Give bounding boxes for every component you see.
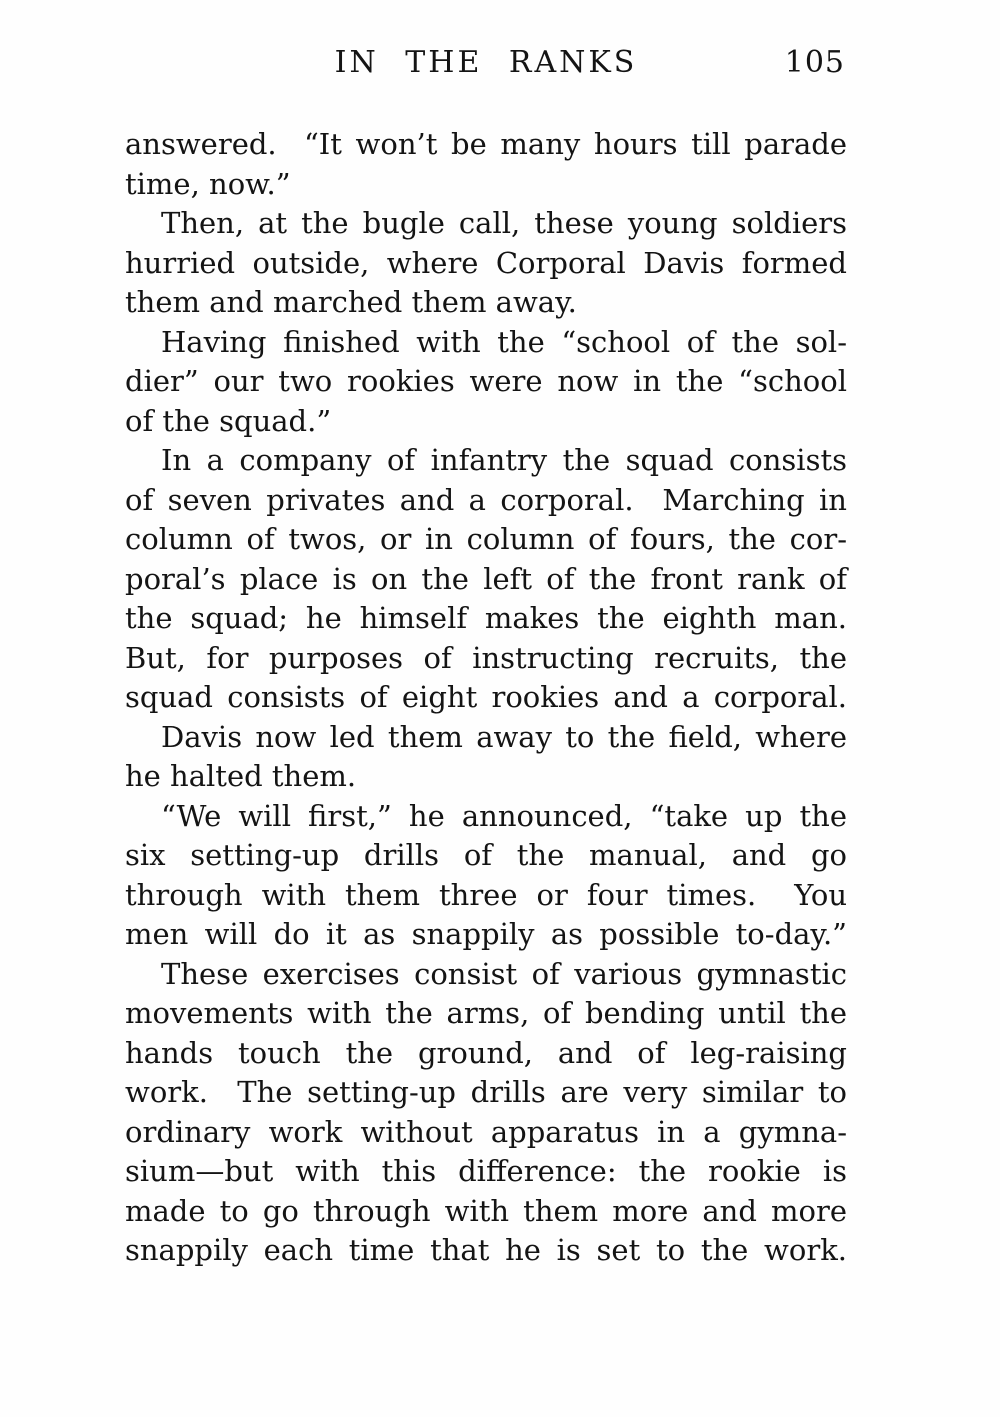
text-line: “We will first,” he announced, “take up the <box>161 798 847 833</box>
text-line: Then, at the bugle call, these young soldiers <box>161 206 847 240</box>
text-line: sium—but with this difference: the rookie is <box>125 1154 847 1188</box>
text-line: Having finished with the “school of the sol- <box>161 324 847 359</box>
text-line: of seven privates and a corporal. Marching in <box>125 482 847 517</box>
text-line: six setting-up drills of the manual, and go <box>125 838 847 872</box>
text-line: made to go through with them more and more <box>125 1193 847 1228</box>
text-line: men will do it as snappily as possible to-day.” <box>125 917 847 951</box>
text-line: answered. “It won’t be many hours till parade <box>125 127 847 161</box>
text-line: hands touch the ground, and of leg-raising <box>125 1035 847 1070</box>
text-line: movements with the arms, of bending until the <box>125 996 847 1030</box>
text-line: work. The setting-up drills are very similar to <box>125 1075 847 1109</box>
text-line: of the squad.” <box>125 403 332 438</box>
text-line: through with them three or four times. You <box>125 877 847 912</box>
text-line: ordinary work without apparatus in a gymna- <box>125 1114 847 1149</box>
page-number: 105 <box>784 45 845 80</box>
text-line: them and marched them away. <box>125 285 577 319</box>
text-line: dier” our two rookies were now in the “school <box>125 364 847 398</box>
text-line: time, now.” <box>125 166 291 201</box>
text-line: hurried outside, where Corporal Davis formed <box>125 245 847 280</box>
text-line: squad consists of eight rookies and a corporal. <box>125 680 847 714</box>
text-line: he halted them. <box>125 759 357 793</box>
page-body <box>125 125 847 1271</box>
text-line: the squad; he himself makes the eighth man. <box>125 601 847 635</box>
text-column <box>125 46 847 1271</box>
text-line: But, for purposes of instructing recruits, the <box>125 640 847 675</box>
text-line: These exercises consist of various gymnastic <box>161 956 847 991</box>
text-line: In a company of infantry the squad consists <box>161 443 847 477</box>
text-line: column of twos, or in column of fours, the cor- <box>125 522 847 556</box>
text-line: poral’s place is on the left of the front rank of <box>125 561 847 596</box>
running-title: IN THE RANKS <box>334 45 638 80</box>
text-line: Davis now led them away to the field, where <box>161 719 847 754</box>
text-line: snappily each time that he is set to the work. <box>125 1233 847 1267</box>
page-header <box>125 46 847 80</box>
